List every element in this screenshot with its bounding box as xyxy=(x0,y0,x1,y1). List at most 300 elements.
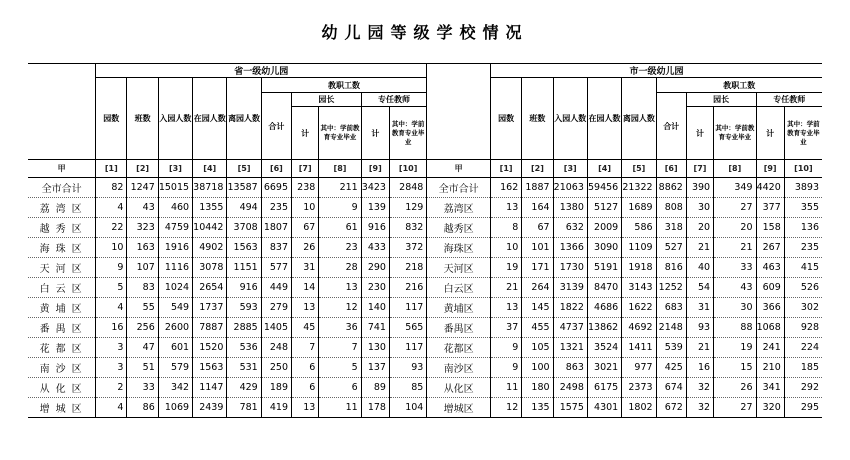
provincial-value-cell: 14 xyxy=(292,278,319,298)
provincial-value-cell: 2848 xyxy=(389,178,426,198)
region-label: 番禺区 xyxy=(427,318,491,338)
provincial-value-cell: 104 xyxy=(389,398,426,418)
provincial-value-cell: 130 xyxy=(361,338,389,358)
provincial-value-cell: 12 xyxy=(319,298,361,318)
region-label: 增城区 xyxy=(427,398,491,418)
city-value-cell: 2498 xyxy=(553,378,587,398)
provincial-value-cell: 577 xyxy=(261,258,291,278)
provincial-value-cell: 1247 xyxy=(127,178,158,198)
city-value-cell: 8 xyxy=(490,218,521,238)
provincial-value-cell: 460 xyxy=(158,198,192,218)
provincial-value-cell: 5 xyxy=(96,278,127,298)
provincial-value-cell: 4 xyxy=(96,198,127,218)
city-value-cell: 9 xyxy=(490,338,521,358)
provincial-value-cell: 129 xyxy=(389,198,426,218)
table-row xyxy=(28,298,822,318)
city-value-cell: 180 xyxy=(522,378,553,398)
row-label-header: 甲 xyxy=(427,160,491,178)
city-value-cell: 20 xyxy=(714,218,756,238)
city-value-cell: 101 xyxy=(522,238,553,258)
city-value-cell: 527 xyxy=(656,238,686,258)
index-label: [1] xyxy=(96,160,127,178)
section-provincial-header: 省一级幼儿园 xyxy=(96,64,427,78)
table-row xyxy=(28,238,822,258)
city-value-cell: 16 xyxy=(686,358,713,378)
city-value-cell: 1068 xyxy=(756,318,784,338)
index-label: [6] xyxy=(261,160,291,178)
city-value-cell: 136 xyxy=(784,218,822,238)
city-value-cell: 43 xyxy=(714,278,756,298)
region-label: 番禺区 xyxy=(28,318,96,338)
provincial-value-cell: 1069 xyxy=(158,398,192,418)
region-label: 越秀区 xyxy=(28,218,96,238)
provincial-value-cell: 140 xyxy=(361,298,389,318)
provincial-value-cell: 1563 xyxy=(193,358,227,378)
city-value-cell: 21 xyxy=(686,238,713,258)
provincial-value-cell: 26 xyxy=(292,238,319,258)
col-header-of-which: 其中：学前教育专业毕业 xyxy=(784,107,822,160)
index-label: [6] xyxy=(656,160,686,178)
city-value-cell: 674 xyxy=(656,378,686,398)
table-header xyxy=(28,64,822,178)
provincial-value-cell: 93 xyxy=(389,358,426,378)
index-label: [3] xyxy=(553,160,587,178)
provincial-value-cell: 3 xyxy=(96,358,127,378)
city-value-cell: 3143 xyxy=(622,278,656,298)
city-value-cell: 31 xyxy=(686,298,713,318)
index-label: [3] xyxy=(158,160,192,178)
city-value-cell: 1802 xyxy=(622,398,656,418)
provincial-value-cell: 741 xyxy=(361,318,389,338)
col-header-in-school: 在园人数 xyxy=(587,78,621,160)
provincial-value-cell: 3078 xyxy=(193,258,227,278)
provincial-value-cell: 3708 xyxy=(227,218,261,238)
provincial-value-cell: 323 xyxy=(127,218,158,238)
city-value-cell: 33 xyxy=(714,258,756,278)
col-header-teacher: 专任教师 xyxy=(756,93,822,107)
city-value-cell: 162 xyxy=(490,178,521,198)
provincial-value-cell: 7 xyxy=(292,338,319,358)
provincial-value-cell: 6695 xyxy=(261,178,291,198)
city-value-cell: 6175 xyxy=(587,378,621,398)
city-value-cell: 4737 xyxy=(553,318,587,338)
city-value-cell: 2009 xyxy=(587,218,621,238)
provincial-value-cell: 89 xyxy=(361,378,389,398)
provincial-value-cell: 3423 xyxy=(361,178,389,198)
provincial-value-cell: 1147 xyxy=(193,378,227,398)
index-label: [2] xyxy=(522,160,553,178)
index-label: [10] xyxy=(389,160,426,178)
provincial-value-cell: 250 xyxy=(261,358,291,378)
region-label: 增城区 xyxy=(28,398,96,418)
table-row xyxy=(28,218,822,238)
col-header-subtotal: 计 xyxy=(756,107,784,160)
city-value-cell: 27 xyxy=(714,198,756,218)
table-row xyxy=(28,178,822,198)
city-value-cell: 67 xyxy=(522,218,553,238)
provincial-value-cell: 31 xyxy=(292,258,319,278)
city-value-cell: 609 xyxy=(756,278,784,298)
col-header-of-which: 其中：学前教育专业毕业 xyxy=(319,107,361,160)
city-value-cell: 1411 xyxy=(622,338,656,358)
provincial-value-cell: 85 xyxy=(389,378,426,398)
city-value-cell: 13 xyxy=(490,298,521,318)
provincial-value-cell: 837 xyxy=(261,238,291,258)
city-value-cell: 1380 xyxy=(553,198,587,218)
index-label: [5] xyxy=(622,160,656,178)
provincial-value-cell: 449 xyxy=(261,278,291,298)
city-value-cell: 135 xyxy=(522,398,553,418)
table-row xyxy=(28,358,822,378)
col-header-schools: 园数 xyxy=(490,78,521,160)
city-value-cell: 539 xyxy=(656,338,686,358)
city-value-cell: 241 xyxy=(756,338,784,358)
city-value-cell: 59456 xyxy=(587,178,621,198)
provincial-value-cell: 218 xyxy=(389,258,426,278)
provincial-value-cell: 7 xyxy=(319,338,361,358)
provincial-value-cell: 1405 xyxy=(261,318,291,338)
city-value-cell: 1918 xyxy=(622,258,656,278)
city-value-cell: 21 xyxy=(686,338,713,358)
index-label: [5] xyxy=(227,160,261,178)
provincial-value-cell: 38718 xyxy=(193,178,227,198)
city-value-cell: 463 xyxy=(756,258,784,278)
provincial-value-cell: 4759 xyxy=(158,218,192,238)
provincial-value-cell: 248 xyxy=(261,338,291,358)
provincial-value-cell: 13587 xyxy=(227,178,261,198)
provincial-value-cell: 601 xyxy=(158,338,192,358)
region-label: 海珠区 xyxy=(28,238,96,258)
provincial-value-cell: 36 xyxy=(319,318,361,338)
region-label: 荔湾区 xyxy=(28,198,96,218)
table-row xyxy=(28,198,822,218)
city-value-cell: 12 xyxy=(490,398,521,418)
index-label: [9] xyxy=(756,160,784,178)
provincial-value-cell: 51 xyxy=(127,358,158,378)
region-label: 南沙区 xyxy=(28,358,96,378)
provincial-value-cell: 916 xyxy=(227,278,261,298)
provincial-value-cell: 9 xyxy=(319,198,361,218)
city-value-cell: 318 xyxy=(656,218,686,238)
provincial-value-cell: 372 xyxy=(389,238,426,258)
region-label: 全市合计 xyxy=(28,178,96,198)
city-value-cell: 164 xyxy=(522,198,553,218)
index-label: [4] xyxy=(193,160,227,178)
provincial-value-cell: 117 xyxy=(389,298,426,318)
provincial-value-cell: 6 xyxy=(292,378,319,398)
city-value-cell: 8862 xyxy=(656,178,686,198)
city-value-cell: 224 xyxy=(784,338,822,358)
index-row xyxy=(28,160,822,178)
provincial-value-cell: 593 xyxy=(227,298,261,318)
city-value-cell: 8470 xyxy=(587,278,621,298)
region-label: 天河区 xyxy=(28,258,96,278)
city-value-cell: 2373 xyxy=(622,378,656,398)
region-label: 全市合计 xyxy=(427,178,491,198)
city-value-cell: 1575 xyxy=(553,398,587,418)
city-value-cell: 10 xyxy=(490,238,521,258)
table-row xyxy=(28,278,822,298)
provincial-value-cell: 433 xyxy=(361,238,389,258)
provincial-value-cell: 11 xyxy=(319,398,361,418)
provincial-value-cell: 494 xyxy=(227,198,261,218)
section-city-header: 市一级幼儿园 xyxy=(490,64,822,78)
region-label: 从化区 xyxy=(427,378,491,398)
city-value-cell: 11 xyxy=(490,378,521,398)
city-value-cell: 1109 xyxy=(622,238,656,258)
provincial-value-cell: 86 xyxy=(127,398,158,418)
provincial-value-cell: 3 xyxy=(96,338,127,358)
provincial-value-cell: 342 xyxy=(158,378,192,398)
city-value-cell: 3139 xyxy=(553,278,587,298)
city-value-cell: 235 xyxy=(784,238,822,258)
col-header-enrolled: 入园人数 xyxy=(553,78,587,160)
provincial-value-cell: 45 xyxy=(292,318,319,338)
table-row xyxy=(28,378,822,398)
city-value-cell: 3021 xyxy=(587,358,621,378)
provincial-value-cell: 28 xyxy=(319,258,361,278)
index-label: [2] xyxy=(127,160,158,178)
provincial-value-cell: 235 xyxy=(261,198,291,218)
city-value-cell: 171 xyxy=(522,258,553,278)
city-value-cell: 93 xyxy=(686,318,713,338)
table-row xyxy=(28,398,822,418)
city-value-cell: 3090 xyxy=(587,238,621,258)
col-header-in-school: 在园人数 xyxy=(193,78,227,160)
city-value-cell: 21063 xyxy=(553,178,587,198)
region-label: 黄埔区 xyxy=(28,298,96,318)
provincial-value-cell: 10442 xyxy=(193,218,227,238)
index-label: [7] xyxy=(292,160,319,178)
city-value-cell: 586 xyxy=(622,218,656,238)
provincial-value-cell: 4 xyxy=(96,398,127,418)
index-label: [9] xyxy=(361,160,389,178)
city-value-cell: 15 xyxy=(714,358,756,378)
city-value-cell: 1730 xyxy=(553,258,587,278)
col-header-staff: 教职工数 xyxy=(656,78,822,93)
city-value-cell: 4692 xyxy=(622,318,656,338)
city-value-cell: 302 xyxy=(784,298,822,318)
provincial-value-cell: 4 xyxy=(96,298,127,318)
provincial-value-cell: 117 xyxy=(389,338,426,358)
provincial-value-cell: 22 xyxy=(96,218,127,238)
provincial-value-cell: 832 xyxy=(389,218,426,238)
city-value-cell: 30 xyxy=(714,298,756,318)
index-label: [8] xyxy=(714,160,756,178)
provincial-value-cell: 137 xyxy=(361,358,389,378)
city-value-cell: 145 xyxy=(522,298,553,318)
region-label: 花都区 xyxy=(28,338,96,358)
row-label-header: 甲 xyxy=(28,160,96,178)
city-value-cell: 20 xyxy=(686,218,713,238)
city-value-cell: 100 xyxy=(522,358,553,378)
city-value-cell: 632 xyxy=(553,218,587,238)
city-value-cell: 19 xyxy=(714,338,756,358)
col-header-of-which: 其中：学前教育专业毕业 xyxy=(714,107,756,160)
region-label: 越秀区 xyxy=(427,218,491,238)
provincial-value-cell: 429 xyxy=(227,378,261,398)
provincial-value-cell: 1563 xyxy=(227,238,261,258)
provincial-value-cell: 1116 xyxy=(158,258,192,278)
col-header-subtotal: 计 xyxy=(292,107,319,160)
provincial-value-cell: 13 xyxy=(292,298,319,318)
city-value-cell: 977 xyxy=(622,358,656,378)
provincial-value-cell: 23 xyxy=(319,238,361,258)
city-value-cell: 526 xyxy=(784,278,822,298)
city-value-cell: 1252 xyxy=(656,278,686,298)
region-label: 白云区 xyxy=(28,278,96,298)
city-value-cell: 415 xyxy=(784,258,822,278)
city-value-cell: 88 xyxy=(714,318,756,338)
city-value-cell: 5127 xyxy=(587,198,621,218)
city-value-cell: 13 xyxy=(490,198,521,218)
city-value-cell: 390 xyxy=(686,178,713,198)
city-value-cell: 5191 xyxy=(587,258,621,278)
city-value-cell: 349 xyxy=(714,178,756,198)
city-value-cell: 366 xyxy=(756,298,784,318)
city-value-cell: 27 xyxy=(714,398,756,418)
provincial-value-cell: 419 xyxy=(261,398,291,418)
city-value-cell: 267 xyxy=(756,238,784,258)
city-value-cell: 26 xyxy=(714,378,756,398)
city-value-cell: 158 xyxy=(756,218,784,238)
region-label: 花都区 xyxy=(427,338,491,358)
provincial-value-cell: 13 xyxy=(292,398,319,418)
provincial-value-cell: 7887 xyxy=(193,318,227,338)
provincial-value-cell: 10 xyxy=(96,238,127,258)
provincial-value-cell: 238 xyxy=(292,178,319,198)
table-row xyxy=(28,338,822,358)
region-label: 南沙区 xyxy=(427,358,491,378)
provincial-value-cell: 9 xyxy=(96,258,127,278)
city-value-cell: 1822 xyxy=(553,298,587,318)
city-value-cell: 1321 xyxy=(553,338,587,358)
region-label: 白云区 xyxy=(427,278,491,298)
table-body xyxy=(28,178,822,418)
col-header-graduated: 离园人数 xyxy=(227,78,261,160)
provincial-value-cell: 1737 xyxy=(193,298,227,318)
index-label: [1] xyxy=(490,160,521,178)
city-value-cell: 32 xyxy=(686,378,713,398)
provincial-value-cell: 230 xyxy=(361,278,389,298)
region-label: 荔湾区 xyxy=(427,198,491,218)
city-value-cell: 1887 xyxy=(522,178,553,198)
col-header-subtotal: 计 xyxy=(361,107,389,160)
city-value-cell: 185 xyxy=(784,358,822,378)
city-value-cell: 30 xyxy=(686,198,713,218)
provincial-value-cell: 178 xyxy=(361,398,389,418)
city-value-cell: 3524 xyxy=(587,338,621,358)
region-label: 天河区 xyxy=(427,258,491,278)
provincial-value-cell: 6 xyxy=(319,378,361,398)
provincial-value-cell: 565 xyxy=(389,318,426,338)
city-value-cell: 105 xyxy=(522,338,553,358)
city-value-cell: 21 xyxy=(714,238,756,258)
provincial-value-cell: 1520 xyxy=(193,338,227,358)
city-value-cell: 320 xyxy=(756,398,784,418)
table-row xyxy=(28,318,822,338)
city-value-cell: 32 xyxy=(686,398,713,418)
col-header-staff: 教职工数 xyxy=(261,78,427,93)
provincial-value-cell: 5 xyxy=(319,358,361,378)
provincial-value-cell: 6 xyxy=(292,358,319,378)
provincial-value-cell: 290 xyxy=(361,258,389,278)
city-value-cell: 40 xyxy=(686,258,713,278)
provincial-value-cell: 216 xyxy=(389,278,426,298)
region-label: 从化区 xyxy=(28,378,96,398)
provincial-value-cell: 4902 xyxy=(193,238,227,258)
provincial-value-cell: 1807 xyxy=(261,218,291,238)
provincial-value-cell: 16 xyxy=(96,318,127,338)
city-value-cell: 1689 xyxy=(622,198,656,218)
col-header-principal: 园长 xyxy=(686,93,756,107)
provincial-value-cell: 2654 xyxy=(193,278,227,298)
city-value-cell: 425 xyxy=(656,358,686,378)
provincial-value-cell: 1355 xyxy=(193,198,227,218)
city-value-cell: 355 xyxy=(784,198,822,218)
city-value-cell: 21 xyxy=(490,278,521,298)
city-value-cell: 1622 xyxy=(622,298,656,318)
col-header-classes: 班数 xyxy=(127,78,158,160)
index-label: [7] xyxy=(686,160,713,178)
city-value-cell: 19 xyxy=(490,258,521,278)
statistics-table xyxy=(28,63,822,418)
provincial-value-cell: 1024 xyxy=(158,278,192,298)
provincial-value-cell: 43 xyxy=(127,198,158,218)
provincial-value-cell: 33 xyxy=(127,378,158,398)
city-value-cell: 2148 xyxy=(656,318,686,338)
provincial-value-cell: 163 xyxy=(127,238,158,258)
provincial-value-cell: 13 xyxy=(319,278,361,298)
col-header-schools: 园数 xyxy=(96,78,127,160)
provincial-value-cell: 83 xyxy=(127,278,158,298)
city-value-cell: 9 xyxy=(490,358,521,378)
provincial-value-cell: 61 xyxy=(319,218,361,238)
city-value-cell: 4420 xyxy=(756,178,784,198)
city-value-cell: 1366 xyxy=(553,238,587,258)
provincial-value-cell: 139 xyxy=(361,198,389,218)
col-header-teacher: 专任教师 xyxy=(361,93,427,107)
provincial-value-cell: 1916 xyxy=(158,238,192,258)
city-value-cell: 341 xyxy=(756,378,784,398)
provincial-value-cell: 2600 xyxy=(158,318,192,338)
page-title: 幼儿园等级学校情况 xyxy=(321,23,529,42)
provincial-value-cell: 10 xyxy=(292,198,319,218)
city-value-cell: 54 xyxy=(686,278,713,298)
provincial-value-cell: 256 xyxy=(127,318,158,338)
city-value-cell: 808 xyxy=(656,198,686,218)
provincial-value-cell: 2 xyxy=(96,378,127,398)
corner-cell-mid xyxy=(427,64,491,160)
index-label: [10] xyxy=(784,160,822,178)
provincial-value-cell: 67 xyxy=(292,218,319,238)
index-label: [4] xyxy=(587,160,621,178)
city-value-cell: 292 xyxy=(784,378,822,398)
provincial-value-cell: 579 xyxy=(158,358,192,378)
index-label: [8] xyxy=(319,160,361,178)
provincial-value-cell: 211 xyxy=(319,178,361,198)
col-header-total: 合计 xyxy=(261,93,291,160)
provincial-value-cell: 15015 xyxy=(158,178,192,198)
corner-cell xyxy=(28,64,96,160)
provincial-value-cell: 781 xyxy=(227,398,261,418)
provincial-value-cell: 531 xyxy=(227,358,261,378)
col-header-enrolled: 入园人数 xyxy=(158,78,192,160)
city-value-cell: 264 xyxy=(522,278,553,298)
region-label: 黄埔区 xyxy=(427,298,491,318)
city-value-cell: 13862 xyxy=(587,318,621,338)
provincial-value-cell: 47 xyxy=(127,338,158,358)
